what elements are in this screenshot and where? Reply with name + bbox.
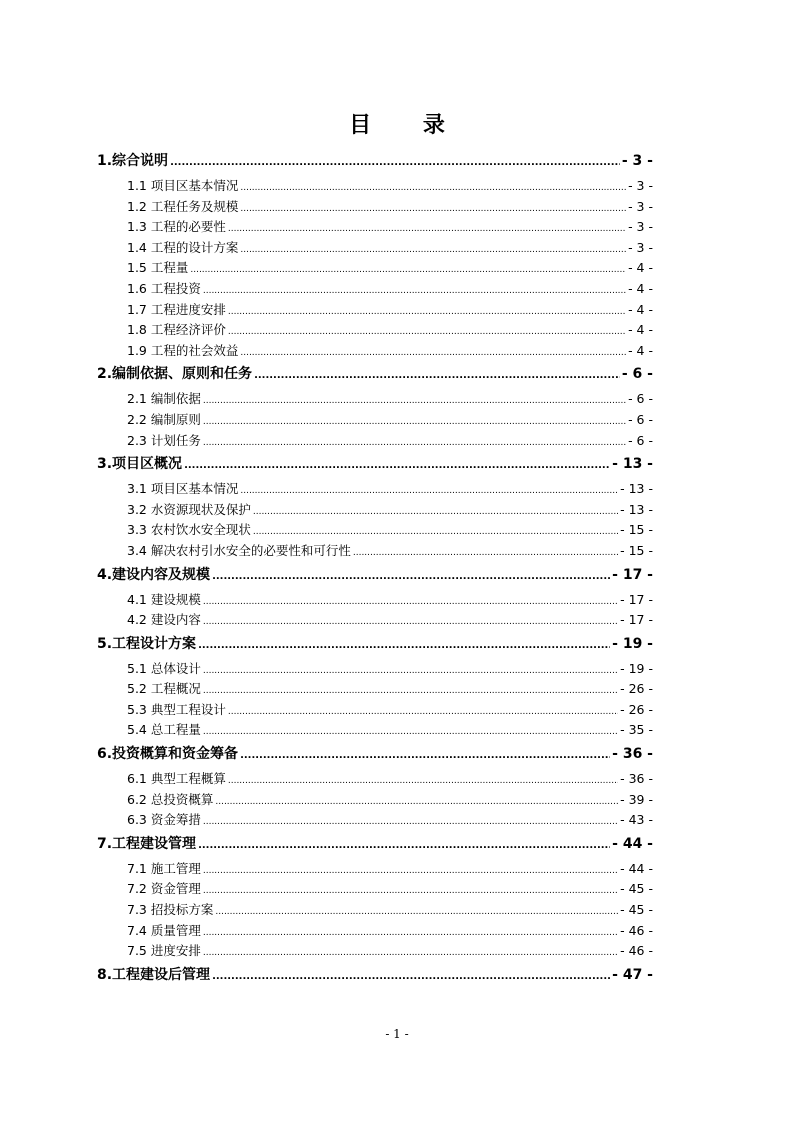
toc-entry-label: 1.4 工程的设计方案: [127, 239, 239, 255]
toc-entry-label: 6.2 总投资概算: [127, 791, 214, 807]
toc-page-number: - 15 -: [620, 542, 653, 558]
dot-leader: [215, 797, 618, 807]
toc-page-number: - 13 -: [620, 481, 653, 497]
toc-subsection-entry[interactable]: [97, 520, 653, 541]
dot-leader: [215, 907, 618, 917]
toc-subsection-entry[interactable]: [97, 769, 653, 790]
toc-entry-label: 5.1 总体设计: [127, 660, 201, 676]
toc-section-entry[interactable]: [97, 148, 653, 176]
toc-page-number: - 13 -: [620, 501, 653, 517]
dot-leader: [228, 327, 626, 337]
dot-leader: [240, 486, 618, 496]
toc-entry-label: 5.4 总工程量: [127, 722, 201, 738]
toc-entry-label: 2.3 计划任务: [127, 432, 201, 448]
toc-page-number: - 19 -: [620, 660, 653, 676]
toc-entry-label: 3.1 项目区基本情况: [127, 481, 239, 497]
toc-page-number: - 4 -: [628, 280, 653, 296]
toc-section-entry[interactable]: [97, 361, 653, 389]
toc-section-entry[interactable]: [97, 631, 653, 659]
toc-entry-label: 1.8 工程经济评价: [127, 322, 226, 338]
toc-entry-label: 7.4 质量管理: [127, 922, 201, 938]
toc-subsection-entry[interactable]: [97, 610, 653, 631]
toc-page-number: - 6 -: [628, 411, 653, 427]
toc-page-number: - 46 -: [620, 943, 653, 959]
dot-leader: [203, 817, 618, 827]
dot-leader: [198, 840, 610, 851]
dot-leader: [228, 707, 618, 717]
toc-page-number: - 36 -: [612, 746, 653, 763]
toc-page-number: - 4 -: [628, 322, 653, 338]
dot-leader: [203, 396, 626, 406]
toc-page-number: - 6 -: [628, 391, 653, 407]
toc-entry-label: 6.投资概算和资金筹备: [97, 746, 239, 763]
dot-leader: [212, 971, 610, 982]
toc-page-number: - 46 -: [620, 922, 653, 938]
dot-leader: [184, 460, 610, 471]
toc-section-entry[interactable]: [97, 831, 653, 859]
dot-leader: [203, 666, 618, 676]
toc-entry-label: 1.2 工程任务及规模: [127, 198, 239, 214]
toc-subsection-entry[interactable]: [97, 659, 653, 680]
toc-subsection-entry[interactable]: [97, 541, 653, 562]
toc-page-number: - 17 -: [612, 566, 653, 583]
toc-page-number: - 45 -: [620, 881, 653, 897]
dot-leader: [203, 948, 618, 958]
toc-subsection-entry[interactable]: [97, 590, 653, 611]
toc-subsection-entry[interactable]: [97, 900, 653, 921]
toc-page-number: - 3 -: [628, 198, 653, 214]
toc-page-number: - 36 -: [620, 771, 653, 787]
toc-title: 目 录: [349, 113, 467, 138]
toc-entry-label: 2.2 编制原则: [127, 411, 201, 427]
toc-subsection-entry[interactable]: [97, 431, 653, 452]
toc-entry-label: 6.3 资金筹措: [127, 812, 201, 828]
toc-subsection-entry[interactable]: [97, 879, 653, 900]
toc-entry-label: 5.2 工程概况: [127, 681, 201, 697]
toc-page-number: - 39 -: [620, 791, 653, 807]
toc-page-number: - 3 -: [621, 153, 653, 169]
dot-leader: [253, 527, 618, 537]
dot-leader: [198, 640, 610, 651]
toc-page-number: - 4 -: [628, 342, 653, 358]
toc-subsection-entry[interactable]: [97, 941, 653, 962]
toc-entry-label: 1.5 工程量: [127, 260, 189, 276]
toc-entry-label: 1.9 工程的社会效益: [127, 342, 239, 358]
dot-leader: [203, 417, 626, 427]
toc-subsection-entry[interactable]: [97, 300, 653, 321]
table-of-contents: [97, 148, 653, 990]
dot-leader: [228, 307, 626, 317]
dot-leader: [240, 183, 626, 193]
dot-leader: [203, 686, 618, 696]
toc-entry-label: 1.1 项目区基本情况: [127, 178, 239, 193]
dot-leader: [203, 286, 626, 296]
toc-entry-label: 1.7 工程进度安排: [127, 301, 226, 317]
dot-leader: [253, 507, 618, 517]
toc-entry-label: 6.1 典型工程概算: [127, 771, 226, 787]
toc-section-entry[interactable]: [97, 451, 653, 479]
toc-page-number: - 26 -: [620, 701, 653, 717]
toc-subsection-entry[interactable]: [97, 500, 653, 521]
toc-subsection-entry[interactable]: [97, 389, 653, 410]
toc-entry-label: 1.3 工程的必要性: [127, 219, 226, 235]
toc-subsection-entry[interactable]: [97, 341, 653, 362]
dot-leader: [254, 370, 620, 381]
dot-leader: [240, 750, 610, 761]
toc-subsection-entry[interactable]: [97, 320, 653, 341]
toc-page-number: - 6 -: [621, 366, 653, 383]
dot-leader: [203, 438, 626, 448]
toc-entry-label: 7.2 资金管理: [127, 881, 201, 897]
dot-leader: [240, 348, 626, 358]
toc-entry-label: 3.项目区概况: [97, 456, 183, 473]
toc-subsection-entry[interactable]: [97, 176, 653, 197]
dot-leader: [203, 617, 618, 627]
toc-page-number: - 19 -: [612, 635, 653, 652]
toc-page-number: - 3 -: [628, 219, 653, 235]
dot-leader: [170, 157, 620, 168]
toc-subsection-entry[interactable]: [97, 790, 653, 811]
toc-subsection-entry[interactable]: [97, 279, 653, 300]
toc-page-number: - 43 -: [620, 812, 653, 828]
toc-entry-label: 3.3 农村饮水安全现状: [127, 522, 251, 538]
dot-leader: [212, 571, 610, 582]
toc-page-number: - 17 -: [620, 612, 653, 628]
toc-page-number: - 44 -: [612, 835, 653, 852]
toc-page-number: - 4 -: [628, 260, 653, 276]
toc-subsection-entry[interactable]: [97, 921, 653, 942]
toc-page-number: - 4 -: [628, 301, 653, 317]
toc-entry-label: 7.5 进度安排: [127, 943, 201, 959]
toc-subsection-entry[interactable]: [97, 859, 653, 880]
toc-entry-label: 4.建设内容及规模: [97, 566, 211, 583]
toc-entry-label: 1.综合说明: [97, 153, 169, 169]
toc-page-number: - 13 -: [612, 456, 653, 473]
dot-leader: [240, 245, 626, 255]
dot-leader: [228, 776, 618, 786]
dot-leader: [203, 727, 618, 737]
page-number-footer: - 1 -: [385, 1027, 409, 1041]
toc-subsection-entry[interactable]: [97, 197, 653, 218]
dot-leader: [203, 928, 618, 938]
toc-page-number: - 15 -: [620, 522, 653, 538]
dot-leader: [228, 224, 626, 234]
toc-entry-label: 2.编制依据、原则和任务: [97, 366, 253, 383]
dot-leader: [190, 265, 626, 275]
toc-entry-label: 4.1 建设规模: [127, 591, 201, 607]
toc-entry-label: 5.工程设计方案: [97, 635, 197, 652]
dot-leader: [203, 597, 618, 607]
toc-subsection-entry[interactable]: [97, 700, 653, 721]
dot-leader: [203, 886, 618, 896]
toc-entry-label: 5.3 典型工程设计: [127, 701, 226, 717]
toc-entry-label: 2.1 编制依据: [127, 391, 201, 407]
dot-leader: [240, 204, 626, 214]
toc-page-number: - 3 -: [628, 239, 653, 255]
toc-page-number: - 3 -: [628, 178, 653, 193]
toc-page-number: - 45 -: [620, 902, 653, 918]
toc-page-number: - 26 -: [620, 681, 653, 697]
toc-page-number: - 47 -: [612, 966, 653, 983]
dot-leader: [203, 866, 618, 876]
toc-section-entry[interactable]: [97, 962, 653, 990]
dot-leader: [353, 548, 618, 558]
toc-entry-label: 7.1 施工管理: [127, 860, 201, 876]
toc-entry-label: 1.6 工程投资: [127, 280, 201, 296]
toc-entry-label: 7.工程建设管理: [97, 835, 197, 852]
toc-page-number: - 44 -: [620, 860, 653, 876]
toc-page-number: - 35 -: [620, 722, 653, 738]
toc-subsection-entry[interactable]: [97, 258, 653, 279]
toc-entry-label: 3.4 解决农村引水安全的必要性和可行性: [127, 542, 351, 558]
toc-subsection-entry[interactable]: [97, 679, 653, 700]
toc-subsection-entry[interactable]: [97, 238, 653, 259]
toc-subsection-entry[interactable]: [97, 810, 653, 831]
toc-page-number: - 17 -: [620, 591, 653, 607]
toc-entry-label: 3.2 水资源现状及保护: [127, 501, 251, 517]
toc-section-entry[interactable]: [97, 562, 653, 590]
toc-subsection-entry[interactable]: [97, 720, 653, 741]
toc-page-number: - 6 -: [628, 432, 653, 448]
toc-subsection-entry[interactable]: [97, 410, 653, 431]
toc-entry-label: 8.工程建设后管理: [97, 966, 211, 983]
toc-subsection-entry[interactable]: [97, 479, 653, 500]
toc-entry-label: 4.2 建设内容: [127, 612, 201, 628]
toc-section-entry[interactable]: [97, 741, 653, 769]
toc-subsection-entry[interactable]: [97, 217, 653, 238]
toc-entry-label: 7.3 招投标方案: [127, 902, 214, 918]
